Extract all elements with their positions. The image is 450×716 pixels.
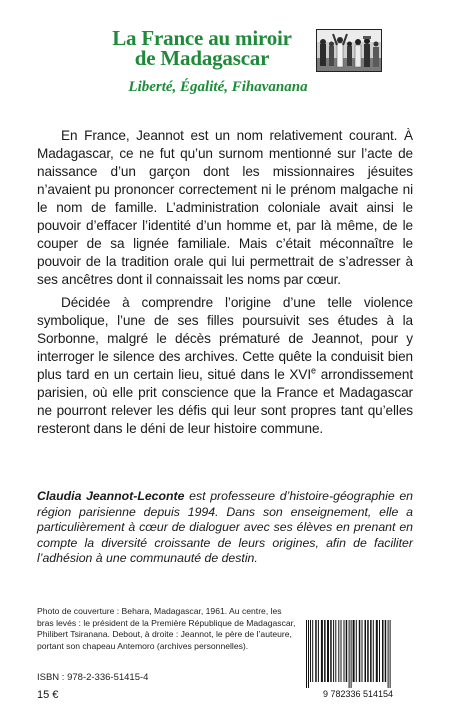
photo-crowd-image	[317, 30, 381, 71]
barcode	[300, 618, 416, 700]
book-title-line-2: de Madagascar	[134, 46, 270, 70]
barcode-number: 9 782336 514154	[322, 689, 394, 699]
author-name: Claudia Jeannot-Leconte	[37, 489, 185, 503]
author-bio	[37, 489, 413, 567]
cover-header	[0, 0, 450, 110]
blurb-paragraph-1: En France, Jeannot est un nom relativement courant. À Madagascar, ce ne fut qu’un surnom mentionné sur l’acte de naissance d’un garçon dont les missionnaires jésuites n’avaient pu prononcer correctement ni le prénom malgache ni le nom de famille. L’administration coloniale avait ainsi le pouvoir d’effacer l’identité d’un homme et, par là même, de le couper de sa lignée familiale. Mais c’était méconnaître le pouvoir de la tradition orale qui lui permettrait de s’adresser à ses ancêtres dont il connaissait les noms par cœur.	[37, 128, 413, 287]
barcode-icon	[300, 618, 416, 700]
blurb-paragraph-2-text: Décidée à comprendre l’origine d’une telle violence symbolique, l’une de ses filles poursuivit ses études à la Sorbonne, malgré le décès prématuré de Jeannot, pour y interroger le silence des archives. Cette quête la conduisit bien plus tard en un certain lieu, situé dans le XVI	[37, 295, 413, 382]
book-title-line-1: La France au miroir	[112, 26, 292, 50]
isbn: ISBN : 978-2-336-51415-4	[37, 672, 149, 683]
book-title	[96, 28, 308, 68]
blurb-paragraph-2	[37, 294, 413, 438]
author-bio-text: est professeure d’histoire-géographie en région parisienne depuis 1994. Dans son enseignement, elle a particulièrement à cœur de dialoguer avec ses élèves en prenant en compte la diversité croissante de leurs origines, afin de faciliter l’adhésion à une communauté de destin.	[37, 489, 413, 566]
cover-photo-thumbnail	[316, 29, 382, 72]
back-cover-blurb	[37, 127, 413, 443]
book-subtitle: Liberté, Égalité, Fihavanana	[128, 79, 308, 95]
photo-credit: Photo de couverture : Behara, Madagascar, 1961. Au centre, les bras levés : le président de la Première République de Madagascar, Philibert Tsiranana. Debout, à droite : Jeannot, le père de l’auteure, portant son chapeau Antemoro (archives personnelles).	[37, 606, 296, 651]
ordinal-superscript: e	[311, 365, 316, 376]
blurb-paragraph-2-text-end: arrondissement parisien, où elle prit conscience que la France et Madagascar ne pourront relever les défis qui leur sont propres tant qu’elles resteront dans le déni de leur histoire commune.	[37, 367, 413, 436]
price: 15 €	[37, 689, 59, 701]
